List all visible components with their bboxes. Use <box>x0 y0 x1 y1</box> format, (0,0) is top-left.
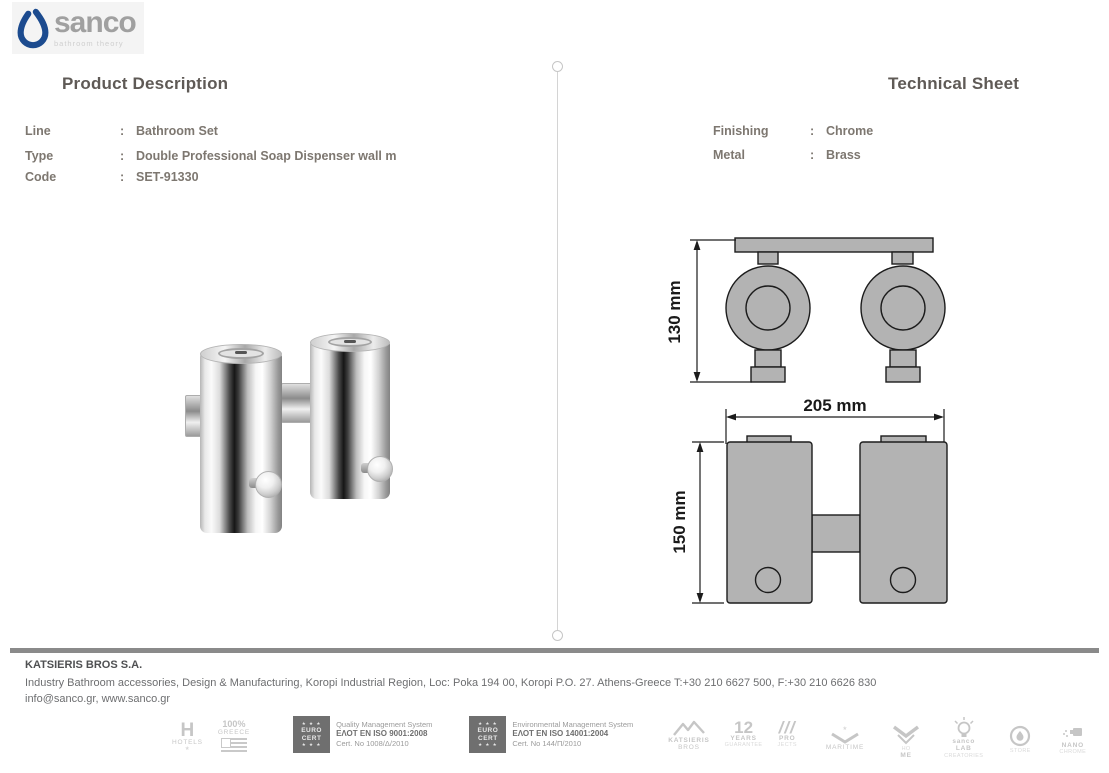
technical-spec-list <box>713 124 873 172</box>
sanco-logo <box>12 2 144 54</box>
maritime-logo <box>826 716 864 752</box>
arrow-down <box>694 372 701 382</box>
spec-row-code <box>25 170 397 184</box>
spec-value: Brass <box>826 148 861 162</box>
left-dispenser-body <box>200 353 282 533</box>
jects-label: JECTS <box>777 742 797 749</box>
chevron-down-icon <box>829 732 861 744</box>
left-push-button <box>255 471 282 498</box>
brand-tagline: bathroom theory <box>54 39 124 48</box>
dim-205-label: 205 mm <box>803 396 867 415</box>
spec-separator: : <box>810 124 815 138</box>
cert-number: Cert. No 144/Π/2010 <box>512 739 582 749</box>
front-view <box>727 436 947 603</box>
left-cap-slot <box>235 351 247 354</box>
projects-logo <box>777 716 796 749</box>
dim-150-label: 150 mm <box>670 490 689 554</box>
maritime-star-icon: ★ <box>842 726 848 732</box>
top-view <box>726 238 945 382</box>
product-spec-list <box>25 124 397 195</box>
katsieris-bros-logo <box>668 716 709 752</box>
stars-bottom: ★ ★ ★ <box>301 742 322 748</box>
cert-standard: ΕΛΟΤ EN ISO 14001:2004 <box>512 729 609 739</box>
euro-word: EURO <box>301 726 322 734</box>
sanco-lab-logo <box>944 716 983 759</box>
cert-number: Cert. No 1008/Δ/2010 <box>336 739 409 749</box>
technical-drawing <box>660 230 990 620</box>
right-cap-slot <box>344 340 356 343</box>
stars-bottom: ★ ★ ★ <box>478 742 498 748</box>
greece-100-logo <box>218 716 250 753</box>
cert-text-block <box>336 716 432 749</box>
spec-separator: : <box>120 170 125 184</box>
spec-row-type <box>25 149 397 163</box>
arrow-left <box>726 414 736 421</box>
greece-percent: 100% <box>222 719 246 729</box>
arrow-up <box>697 442 704 452</box>
spec-separator: : <box>120 149 125 163</box>
slashes-icon: /// <box>778 718 796 737</box>
company-name: KATSIERIS BROS S.A. <box>25 659 143 671</box>
spec-value: Bathroom Set <box>136 124 218 138</box>
hotels-h-icon: H <box>180 720 195 741</box>
bros-label: BROS <box>678 744 700 752</box>
spec-label: Metal <box>713 148 745 162</box>
certification-badge-strip <box>172 716 1086 760</box>
cert-text-block <box>512 716 633 749</box>
cert-standard: ΕΛΟΤ EN ISO 9001:2008 <box>336 729 428 739</box>
nano-label: NANO <box>1061 742 1084 749</box>
spec-row-metal <box>713 148 873 162</box>
maritime-label: MARITIME <box>825 744 865 752</box>
stars-top: ★ ★ ★ <box>478 721 498 727</box>
cert-system: Quality Management System <box>336 720 433 729</box>
light-bulb-icon <box>951 716 977 738</box>
12-years-guarantee-logo <box>725 716 763 749</box>
arrow-up <box>694 240 701 250</box>
store-label: STORE <box>1009 748 1031 754</box>
dim-130-label: 130 mm <box>665 280 684 344</box>
greek-flag-icon <box>221 738 247 753</box>
lab-label: LAB <box>955 745 972 753</box>
divider-bottom-dot <box>552 630 563 641</box>
years-number: 12 <box>734 718 754 737</box>
spec-value: SET-91330 <box>136 170 199 184</box>
guarantee-label: GUARANTEE <box>724 742 763 749</box>
spec-row-finishing <box>713 124 873 138</box>
home-chevron-icon <box>891 724 921 746</box>
stars-top: ★ ★ ★ <box>301 721 322 727</box>
arrow-right <box>934 414 944 421</box>
iso-14001-cert <box>469 716 633 753</box>
footer-separator-bar <box>10 648 1099 653</box>
years-label: YEARS <box>730 735 757 742</box>
spec-separator: : <box>810 148 815 162</box>
eurocert-badge-icon <box>469 716 506 753</box>
hotels-star-icon: ★ <box>184 746 191 753</box>
pro-label: PRO <box>778 735 796 742</box>
store-logo <box>1008 716 1032 754</box>
divider-top-dot <box>552 61 563 72</box>
euro-word: EURO <box>477 726 499 734</box>
greece-label: GREECE <box>217 729 251 736</box>
dim-150-lines <box>692 442 724 603</box>
hotels-label: HOTELS <box>172 739 203 746</box>
katsieris-label: KATSIERIS <box>668 737 710 744</box>
spec-label: Line <box>25 124 51 138</box>
nano-chrome-logo <box>1059 716 1086 756</box>
spec-label: Finishing <box>713 124 769 138</box>
sanco-label: sanco <box>952 738 976 745</box>
technical-sheet-title: Technical Sheet <box>888 74 1020 93</box>
iso-9001-cert <box>293 716 432 753</box>
roofs-icon <box>672 720 706 737</box>
creatories-label: CREATORIES <box>944 752 984 759</box>
vertical-divider <box>557 72 558 630</box>
ho-label: HO <box>901 746 911 752</box>
cert-word: CERT <box>478 734 498 742</box>
arrow-down <box>697 593 704 603</box>
company-contacts: info@sanco.gr, www.sanco.gr <box>25 693 171 705</box>
water-drop-icon <box>14 6 52 52</box>
eurocert-badge-icon <box>293 716 330 753</box>
spec-separator: : <box>120 124 125 138</box>
product-description-title: Product Description <box>62 74 229 93</box>
spec-value: Chrome <box>826 124 874 138</box>
chrome-label: CHROME <box>1059 749 1087 756</box>
spray-icon <box>1060 722 1086 742</box>
me-label: ME <box>900 752 912 760</box>
company-address: Industry Bathroom accessories, Design & Manufacturing, Koropi Industrial Region, Loc: Poka 194 00, Koropi P.O. 27. Athens-Greece T:+30 210 6627 500, F:+30 210 6626 830 <box>25 677 877 689</box>
spec-label: Code <box>25 170 57 184</box>
spec-label: Type <box>25 149 54 163</box>
right-push-button <box>367 456 393 482</box>
brand-name: sanco <box>54 6 136 39</box>
cert-system: Environmental Management System <box>512 720 634 729</box>
product-photo <box>165 325 415 540</box>
drop-circle-icon <box>1008 724 1032 748</box>
spec-value: Double Professional Soap Dispenser wall m <box>136 149 397 163</box>
spec-row-line <box>25 124 397 138</box>
home-logo <box>891 716 921 760</box>
cert-word: CERT <box>301 734 322 742</box>
hotels-logo <box>172 716 203 753</box>
